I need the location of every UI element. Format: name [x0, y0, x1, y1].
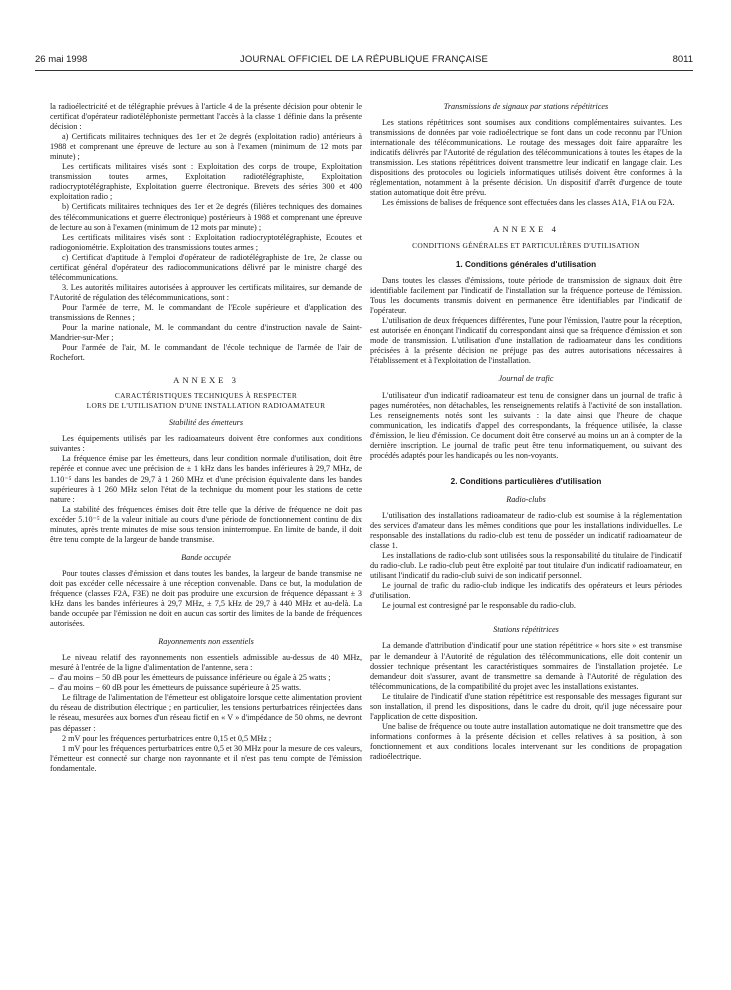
paragraph: Le titulaire de l'indicatif d'une station répétitrice est responsable des messages figurant sur son installation, il prend les dispositions, dans le cadre du droit, qu'il juge nécessaire pour l'application de cette disposition.: [370, 691, 682, 721]
paragraph: La demande d'attribution d'indicatif pour une station répétitrice « hors site » est transmise par le demandeur à l'Autorité de régulation des télécommunications, elle doit contenir un dossier technique présentant les caractéristiques sommaires de l'installation projetée. Le demandeur doit s'assurer, avant de transmettre sa demande à l'Autorité de régulation des télécommunications, de la compatibilité du projet avec les installations existantes.: [370, 641, 682, 691]
right-column: [370, 102, 682, 762]
header-journal-title: JOURNAL OFFICIEL DE LA RÉPUBLIQUE FRANÇAISE: [239, 54, 489, 65]
paragraph: La stabilité des fréquences émises doit être telle que la dérive de fréquence ne doit pas excéder 5.10⁻⁵ de la valeur initiale au cours d'une période de fonctionnement continu de dix minutes, après trente minutes de mise sous tension ininterrompue. En limite de bande, il doit être tenu compte de la largeur de bande transmise.: [50, 504, 362, 544]
paragraph: Les émissions de balises de fréquence sont effectuées dans les classes A1A, F1A ou F2A.: [382, 198, 675, 208]
section-heading-radio-clubs: Radio-clubs: [506, 494, 546, 504]
running-header: [35, 54, 693, 68]
paragraph: Pour toutes classes d'émission et dans toutes les bandes, la largeur de bande transmise ne doit pas excéder celle nécessaire à une réception convenable. Dans ce but, la modulation de fréquence (classes F2A, F3E) ne doit pas produire une excursion de fréquence dépassant ± 3 kHz dans les bandes inférieures à 29,7 MHz, ± 7,5 kHz de 29,7 à 440 MHz et au-delà. La bande occupée par l'émission ne doit en aucun cas sortir des limites de la bande de fréquences autorisées.: [50, 568, 362, 629]
paragraph: 2 mV pour les fréquences perturbatrices entre 0,15 et 0,5 MHz ;: [62, 733, 272, 743]
paragraph: Une balise de fréquence ou toute autre installation automatique ne doit transmettre que des informations conformes à la présente décision et celles relatives à sa position, à son fonctionnement et aux conditions locales intervenant sur les conditions de propagation radioélectrique.: [370, 721, 682, 761]
paragraph: La fréquence émise par les émetteurs, dans leur condition normale d'utilisation, doit être repérée et connue avec une précision de ± 1 kHz dans les bandes inférieures à 29,7 MHz, de 1.10⁻⁵ dans les bandes de 29,7 à 1 260 MHz et d'une précision équivalente dans les bandes supérieures à 1 260 MHz selon l'état de la technique du moment pour les stations de cette nature :: [50, 454, 362, 504]
section-heading-transmissions: Transmissions de signaux par stations répétitrices: [443, 102, 609, 111]
paragraph: Pour l'armée de l'air, M. le commandant de l'école technique de l'armée de l'air de Rochefort.: [50, 343, 362, 363]
paragraph: Les installations de radio-club sont utilisées sous la responsabilité du titulaire de l'indicatif du radio-club. Le radio-club peut être exploité par tout titulaire d'un indicatif radioamateur, en utilisant l'indicatif du radio-club suivi de son indicatif personnel.: [370, 551, 682, 581]
paragraph: 1 mV pour les fréquences perturbatrices entre 0,5 et 30 MHz pour la mesure de ces valeurs, l'émetteur est connecté sur charge non rayonnante et il n'est pas tenu compte de l'émission fondamentale.: [50, 743, 362, 773]
paragraph: Les certificats militaires visés sont : Exploitation radiocryptotélégraphiste, Ecoutes et radiogoniométrie. Exploitation des transmissions toutes armes ;: [50, 232, 362, 252]
list-item: – d'au moins − 50 dB pour les émetteurs de puissance inférieure ou égale à 25 watts ;: [50, 673, 331, 683]
paragraph: Pour l'armée de terre, M. le commandant de l'Ecole supérieure et d'application des transmissions de Rennes ;: [50, 302, 362, 322]
paragraph: Le journal est contresigné par le responsable du radio-club.: [382, 601, 576, 611]
paragraph: L'utilisation des installations radioamateur de radio-club est soumise à la réglementation des services d'amateur dans les mêmes conditions que pour les installations individuelles. Le responsable des installations du radio-club est tenu de posséder un indicatif radioamateur de classe 1.: [370, 510, 682, 551]
section-heading-rayonnements: Rayonnements non essentiels: [158, 637, 254, 647]
paragraph: Pour la marine nationale, M. le commandant du centre d'instruction navale de Saint-Mandrier-sur-Mer ;: [50, 323, 362, 343]
paragraph: Les équipements utilisés par les radioamateurs doivent être conformes aux conditions suivantes :: [50, 434, 362, 454]
paragraph: L'utilisation de deux fréquences différentes, l'une pour l'émission, l'autre pour la réception, est autorisée en énonçant l'indicatif du correspondant ainsi que sa fréquence d'émission et son mode de transmission. L'utilisation d'une installation de radioamateur dans les conditions précisées à la présente décision ne préjuge pas des autres autorisations nécessaires à l'établissement et à l'exploitation de l'installation.: [370, 316, 682, 366]
paragraph: L'utilisateur d'un indicatif radioamateur est tenu de consigner dans un journal de trafic à pages numérotées, non détachables, les renseignements relatifs à l'activité de son installation. Les renseignements notés sont les suivants : la date ainsi que l'heure de chaque communication, les indicatifs d'appel des correspondants, la fréquence utilisée, la classe d'émission, le lieu d'émission. Ce document doit être conservé au moins un an à compter de la dernière inscription. Le journal de trafic peut être tenu informatiquement, ou suivant des procédés adaptés pour les handicapés ou les non-voyants.: [370, 390, 682, 460]
header-page-number: 8011: [672, 54, 693, 65]
list-item: – d'au moins − 60 dB pour les émetteurs de puissance supérieure à 25 watts.: [50, 683, 302, 693]
paragraph: la radioélectricité et de télégraphie prévues à l'article 4 de la présente décision pour obtenir le certificat d'opérateur radiotéléphoniste permettant l'accès à la classe 1 définie dans la présente décision :: [50, 102, 362, 132]
header-rule: [35, 70, 693, 71]
annexe-3-title-line-1: CARACTÉRISTIQUES TECHNIQUES À RESPECTER: [114, 391, 298, 401]
paragraph: Le journal de trafic du radio-club indique les indicatifs des opérateurs et leurs périodes d'utilisation.: [370, 581, 682, 601]
paragraph: Le niveau relatif des rayonnements non essentiels admissible au-dessus de 40 MHz, mesuré à l'entrée de la ligne d'alimentation de l'antenne, sera :: [50, 653, 362, 673]
section-heading-bande: Bande occupée: [181, 552, 231, 562]
section-heading-journal: Journal de trafic: [498, 374, 554, 384]
paragraph: c) Certificat d'aptitude à l'emploi d'opérateur de radiotélégraphiste de 1re, 2e classe ou certificat général d'opérateur des radiocommunications délivré par le ministre chargé des télécommunications.: [50, 252, 362, 282]
annexe-3-title-line-2: LORS DE L'UTILISATION D'UNE INSTALLATION RADIOAMATEUR: [86, 400, 326, 410]
paragraph: 3. Les autorités militaires autorisées à approuver les certificats militaires, sur demande de l'Autorité de régulation des télécommunications, sont :: [50, 282, 362, 302]
section-heading-conditions-particulieres: 2. Conditions particulières d'utilisation: [450, 476, 602, 486]
section-heading-conditions-generales: 1. Conditions générales d'utilisation: [455, 260, 597, 270]
paragraph: a) Certificats militaires techniques des 1er et 2e degrés (exploitation radio) antérieurs à 1988 et comprenant une épreuve de lecture au son à l'examen (minimum de 12 mots par minute) ;: [50, 132, 362, 162]
header-date: 26 mai 1998: [35, 54, 88, 65]
paragraph: Dans toutes les classes d'émissions, toute période de transmission de signaux doit être identifiable facilement par l'indicatif de l'installation sur la fréquence porteuse de l'émission. Tous les documents transmis doivent en permanence être identifiables par l'indicatif de l'opérateur.: [370, 276, 682, 316]
annexe-4-title: CONDITIONS GÉNÉRALES ET PARTICULIÈRES D'UTILISATION: [412, 240, 640, 250]
annexe-4-heading: ANNEXE 4: [493, 224, 559, 235]
paragraph: Les stations répétitrices sont soumises aux conditions complémentaires suivantes. Les transmissions de données par voie radioélectrique se font dans un code reconnu par l'Union internationale des télécommunications. Le routage des messages doit faire apparaître les indicatifs délivrés par l'Autorité de régulation des télécommunications à toutes les étapes de la transmission. Les stations répétitrices doivent transmettre leur indicatif en langage clair. Les dispositions des protocoles ou logiciels informatiques utilisés doivent être conformes à la réglementation, notamment à la présente décision. Un dispositif d'arrêt d'urgence de toute station automatique doit être prévu.: [370, 118, 682, 198]
annexe-3-heading: ANNEXE 3: [173, 375, 239, 386]
paragraph: Les certificats militaires visés sont : Exploitation des corps de troupe, Exploitation transmission toutes armes, Exploitation radiotélégraphiste, Exploitation radiocryptotélégraphiste, Exploitation guerre électronique. Brevets des séries 300 et 400 exploitation radio ;: [50, 162, 362, 202]
list-item-text: d'au moins − 60 dB pour les émetteurs de puissance supérieure à 25 watts.: [58, 683, 302, 693]
annexe-3-title: [50, 391, 362, 410]
paragraph: Le filtrage de l'alimentation de l'émetteur est obligatoire lorsque cette alimentation provient du réseau de distribution électrique ; en particulier, les tensions perturbatrices réinjectées dans le réseau, mesurées aux bornes d'un réseau fictif en « V » d'impédance de 50 ohms, ne devront pas dépasser :: [50, 693, 362, 733]
section-heading-stabilite: Stabilité des émetteurs: [168, 418, 244, 428]
paragraph: b) Certificats militaires techniques des 1er et 2e degrés (filières techniques des domaines des télécommunications et guerre électronique) postérieurs à 1988 et comprenant une épreuve de lecture au son à l'examen (minimum de 12 mots par minute) ;: [50, 202, 362, 232]
section-heading-stations-repetitrices: Stations répétitrices: [493, 625, 559, 635]
left-column: [50, 102, 362, 774]
list-item-text: d'au moins − 50 dB pour les émetteurs de puissance inférieure ou égale à 25 watts ;: [58, 673, 331, 683]
